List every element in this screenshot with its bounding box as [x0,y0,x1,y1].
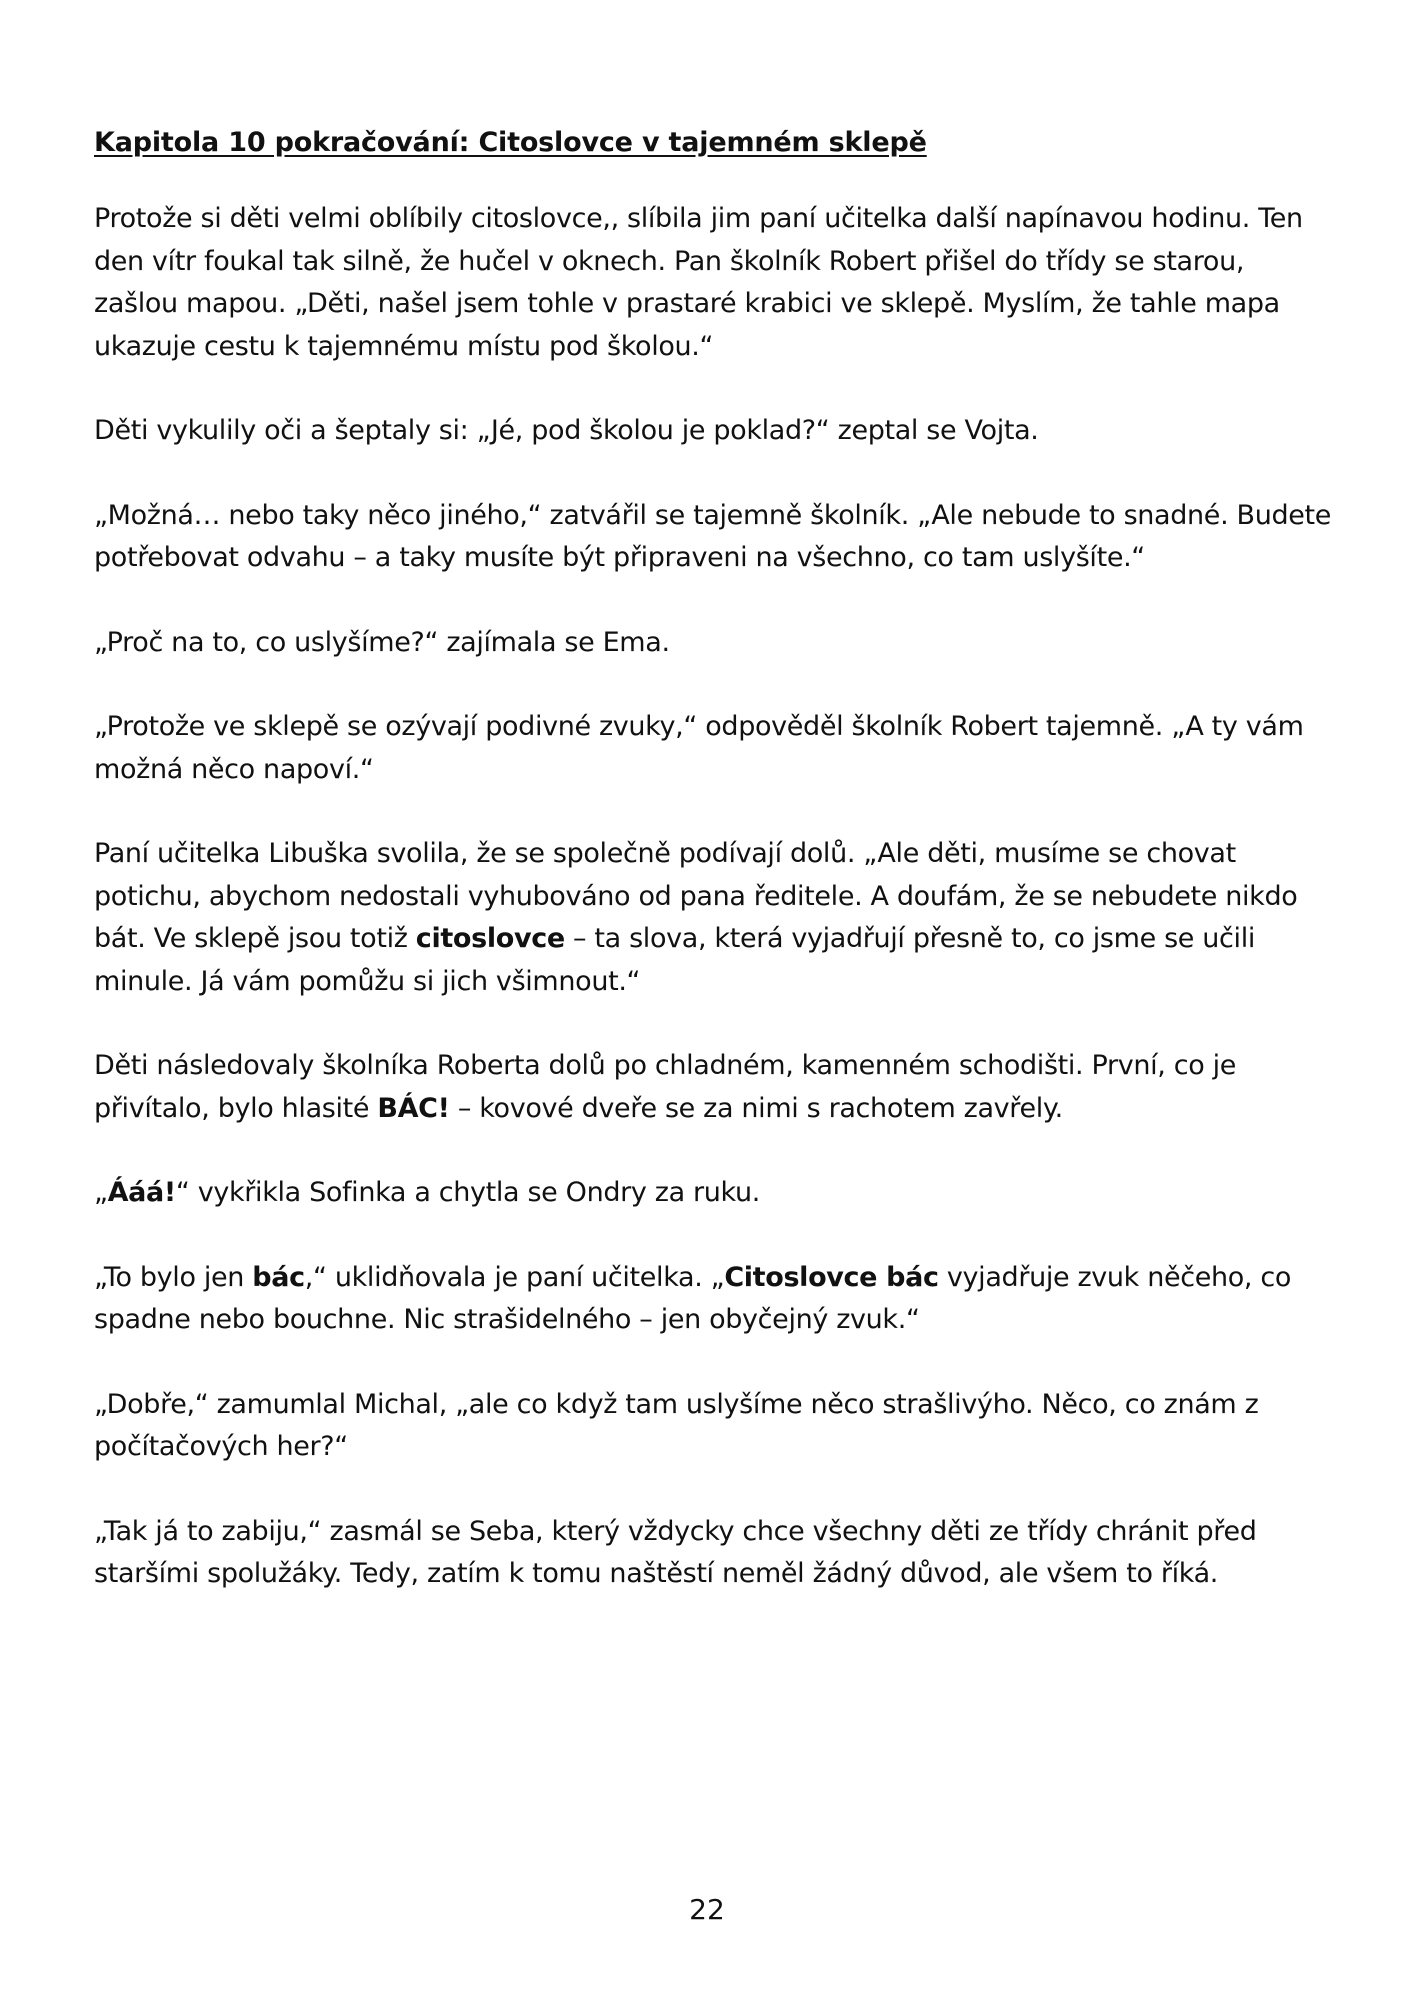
paragraph [94,410,1334,453]
text-run: „Tak já to zabiju,“ zasmál se Seba, který vždycky chce všechny děti ze třídy chránit před staršími spolužáky. Tedy, zatím k tomu naštěstí neměl žádný důvod, ale všem to říká. [94,1515,1257,1589]
page-number: 22 [689,1893,725,1926]
bold-text-run: BÁC! [377,1092,450,1124]
paragraph [94,198,1334,368]
text-run: „Protože ve sklepě se ozývají podivné zvuky,“ odpověděl školník Robert tajemně. „A ty vám možná něco napoví.“ [94,711,1304,785]
paragraph [94,622,1334,665]
bold-text-run: citoslovce [415,923,565,954]
paragraph [94,495,1334,580]
text-run: „To bylo jen [94,1261,253,1293]
paragraph [94,706,1334,791]
bold-text-run: Citoslovce bác [724,1261,939,1293]
paragraph [94,1172,1334,1215]
text-run: Děti následovaly školníka Roberta dolů po chladném, kamenném schodišti. První, co je přivítalo, bylo hlasité [94,1050,1237,1124]
document-page [94,122,1334,1638]
paragraph [94,833,1334,1003]
text-run: “ vykřikla Sofinka a chytla se Ondry za ruku. [175,1177,760,1208]
paragraph [94,1045,1334,1130]
bold-text-run: Ááá! [107,1177,176,1208]
paragraph [94,1257,1334,1342]
text-run: Protože si děti velmi oblíbily citoslovce,, slíbila jim paní učitelka další napínavou hodinu. Ten den vítr foukal tak silně, že hučel v oknech. Pan školník Robert přišel do třídy se starou, zašlou mapou. „Děti, našel jsem tohle v prastaré krabici ve sklepě. Myslím, že tahle mapa ukazuje cestu k tajemnému místu pod školou.“ [94,203,1303,362]
story-text [94,198,1334,1596]
text-run: – ta slova, která vyjadřují přesně to, co jsme se učili minule. Já vám pomůžu si jich všimnout.“ [94,923,1256,997]
paragraph [94,1511,1334,1596]
text-run: „ [94,1177,108,1208]
text-run: vyjadřuje zvuk něčeho, co spadne nebo bouchne. Nic strašidelného – jen obyčejný zvuk.“ [94,1261,1292,1335]
text-run: ,“ uklidňovala je paní učitelka. „ [304,1261,725,1293]
text-run: „Dobře,“ zamumlal Michal, „ale co když tam uslyšíme něco strašlivýho. Něco, co znám z počítačových her?“ [94,1388,1259,1462]
text-run: Děti vykulily oči a šeptaly si: „Jé, pod školou je poklad?“ zeptal se Vojta. [94,415,1039,446]
text-run: „Proč na to, co uslyšíme?“ zajímala se Ema. [94,626,670,658]
text-run: „Možná… nebo taky něco jiného,“ zatvářil se tajemně školník. „Ale nebude to snadné. Budete potřebovat odvahu – a taky musíte být připraveni na všechno, co tam uslyšíte.“ [94,499,1332,573]
paragraph [94,1384,1334,1469]
text-run: – kovové dveře se za nimi s rachotem zavřely. [449,1092,1063,1124]
chapter-title: Kapitola 10 pokračování: Citoslovce v tajemném sklepě [94,127,927,158]
text-run: Paní učitelka Libuška svolila, že se společně podívají dolů. „Ale děti, musíme se chovat potichu, abychom nedostali vyhubováno od pana ředitele. A doufám, že se nebudete nikdo bát. Ve sklepě jsou totiž [94,838,1298,954]
bold-text-run: bác [252,1261,305,1293]
